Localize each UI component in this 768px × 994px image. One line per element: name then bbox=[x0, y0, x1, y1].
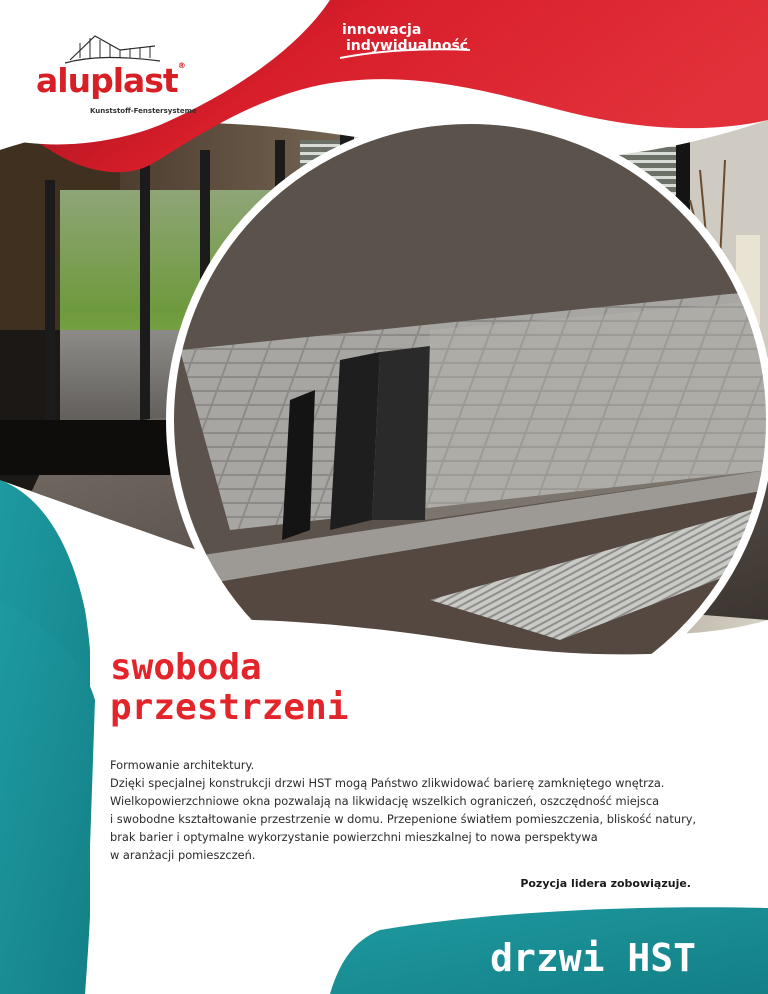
brand-name: aluplast® bbox=[36, 61, 185, 100]
body-line: i swobodne kształtowanie przestrzenie w domu. Przepenione światłem pomieszczenia, bliskość natury, bbox=[110, 812, 697, 826]
body-paragraph bbox=[110, 756, 730, 864]
product-title: drzwi HST bbox=[490, 936, 696, 980]
headline bbox=[110, 648, 348, 728]
tagline: Pozycja lidera zobowiązuje. bbox=[520, 877, 691, 890]
brand-subtitle: Kunststoff-Fenstersysteme bbox=[90, 107, 197, 115]
body-line: Dzięki specjalnej konstrukcji drzwi HST mogą Państwo zlikwidować barierę zamkniętego wnętrza. bbox=[110, 776, 665, 790]
slogan-line-2: indywidualność bbox=[346, 38, 469, 54]
body-line: Formowanie architektury. bbox=[110, 758, 255, 772]
slogan bbox=[342, 22, 468, 54]
aluplast-logo[interactable] bbox=[30, 28, 197, 118]
headline-line-2: przestrzeni bbox=[110, 687, 349, 728]
body-line: brak barier i optymalne wykorzystanie powierzchni mieszkalnej to nowa perspektywa bbox=[110, 830, 598, 844]
body-line: Wielkopowierzchniowe okna pozwalają na likwidację wszelkich ograniczeń, oszczędność miejsca bbox=[110, 794, 660, 808]
slogan-line-1: innowacja bbox=[342, 22, 422, 38]
body-line: w aranżacji pomieszczeń. bbox=[110, 848, 256, 862]
headline-line-1: swoboda bbox=[110, 647, 262, 688]
